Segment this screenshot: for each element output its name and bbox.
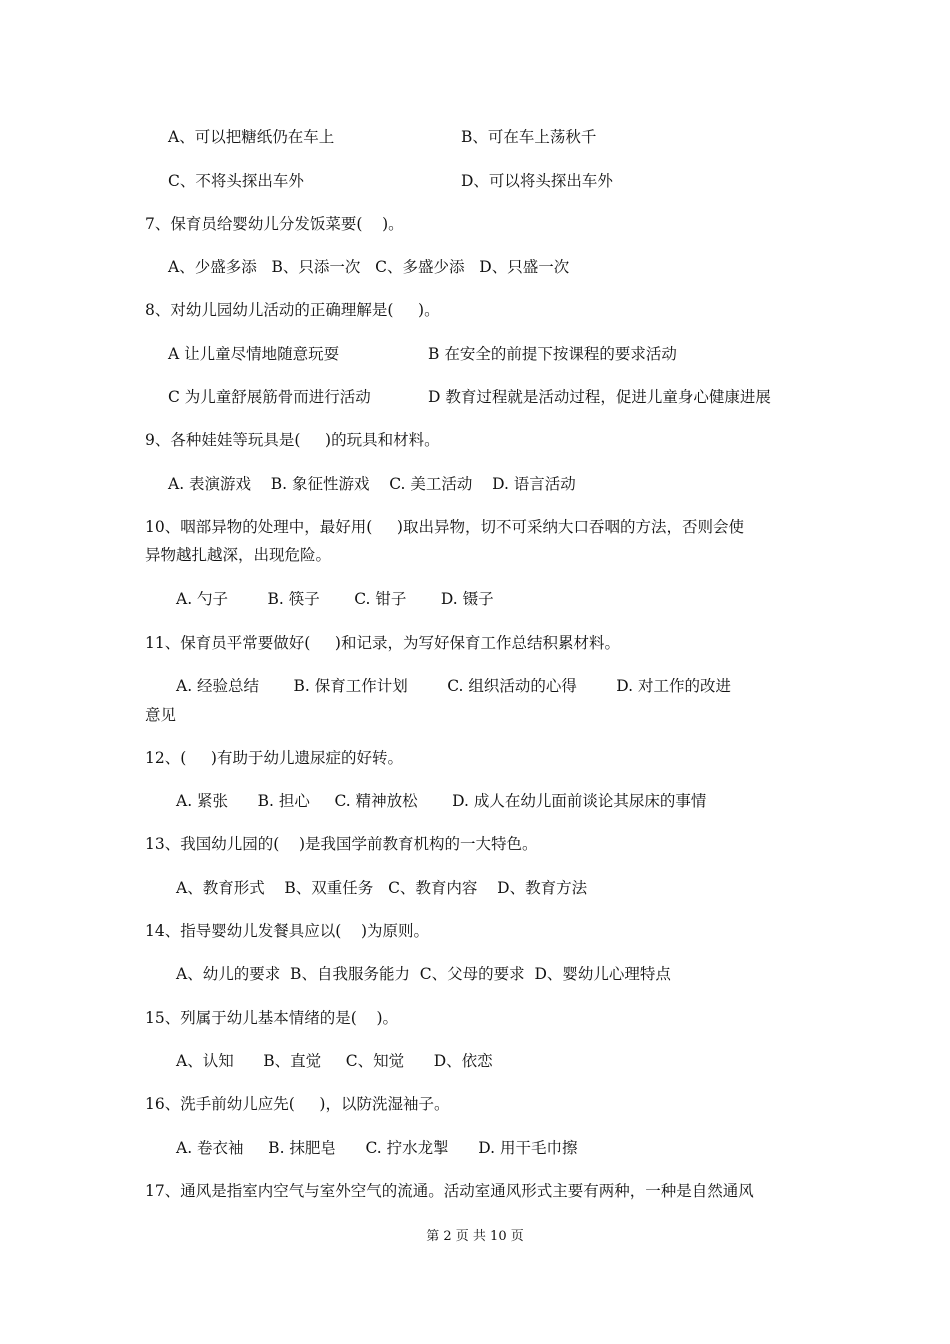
page-indicator: 第 2 页 共 10 页 [426, 1229, 524, 1244]
q8-option-b: B 在安全的前提下按课程的要求活动 [428, 345, 677, 363]
q12-options: A. 紧张 B. 担心 C. 精神放松 D. 成人在幼儿面前谈论其尿床的事情 [176, 792, 707, 810]
q15-options: A、认知 B、直觉 C、知觉 D、依恋 [176, 1052, 493, 1070]
q8-option-d: D 教育过程就是活动过程，促进儿童身心健康进展 [428, 388, 771, 406]
q6-option-a: A、可以把糖纸仍在车上 [168, 128, 335, 146]
q14-options: A、幼儿的要求 B、自我服务能力 C、父母的要求 D、婴幼儿心理特点 [176, 965, 671, 983]
q11-stem: 11、保育员平常要做好( )和记录，为写好保育工作总结积累材料。 [145, 634, 620, 652]
q10-stem-line1: 10、咽部异物的处理中，最好用( )取出异物，切不可采纳大口吞咽的方法，否则会使 [145, 518, 744, 536]
q7-options: A、少盛多添 B、只添一次 C、多盛少添 D、只盛一次 [168, 258, 570, 276]
q11-options-line1: A. 经验总结 B. 保育工作计划 C. 组织活动的心得 D. 对工作的改进 [176, 677, 732, 695]
q8-option-c: C 为儿童舒展筋骨而进行活动 [168, 388, 371, 406]
q8-option-a: A 让儿童尽情地随意玩耍 [168, 345, 340, 363]
q8-stem: 8、对幼儿园幼儿活动的正确理解是( )。 [145, 301, 440, 319]
q16-options: A. 卷衣袖 B. 抹肥皂 C. 拧水龙掣 D. 用干毛巾擦 [176, 1139, 578, 1157]
q6-option-d: D、可以将头探出车外 [461, 172, 613, 190]
q12-stem: 12、( )有助于幼儿遗尿症的好转。 [145, 749, 403, 767]
q9-stem: 9、各种娃娃等玩具是( )的玩具和材料。 [145, 431, 440, 449]
q15-stem: 15、列属于幼儿基本情绪的是( )。 [145, 1009, 399, 1027]
q13-options: A、教育形式 B、双重任务 C、教育内容 D、教育方法 [176, 879, 588, 897]
q9-options: A. 表演游戏 B. 象征性游戏 C. 美工活动 D. 语言活动 [168, 475, 576, 493]
q11-options-line2: 意见 [145, 706, 177, 724]
q10-options: A. 勺子 B. 筷子 C. 钳子 D. 镊子 [176, 590, 494, 608]
q7-stem: 7、保育员给婴幼儿分发饭菜要( )。 [145, 215, 404, 233]
q14-stem: 14、指导婴幼儿发餐具应以( )为原则。 [145, 922, 430, 940]
q6-option-c: C、不将头探出车外 [168, 172, 304, 190]
q16-stem: 16、洗手前幼儿应先( )，以防洗湿袖子。 [145, 1095, 450, 1113]
q17-stem-line1: 17、通风是指室内空气与室外空气的流通。活动室通风形式主要有两种，一种是自然通风 [145, 1182, 754, 1200]
q6-option-b: B、可在车上荡秋千 [461, 128, 597, 146]
q13-stem: 13、我国幼儿园的( )是我国学前教育机构的一大特色。 [145, 835, 538, 853]
q10-stem-line2: 异物越扎越深，出现危险。 [145, 546, 332, 564]
